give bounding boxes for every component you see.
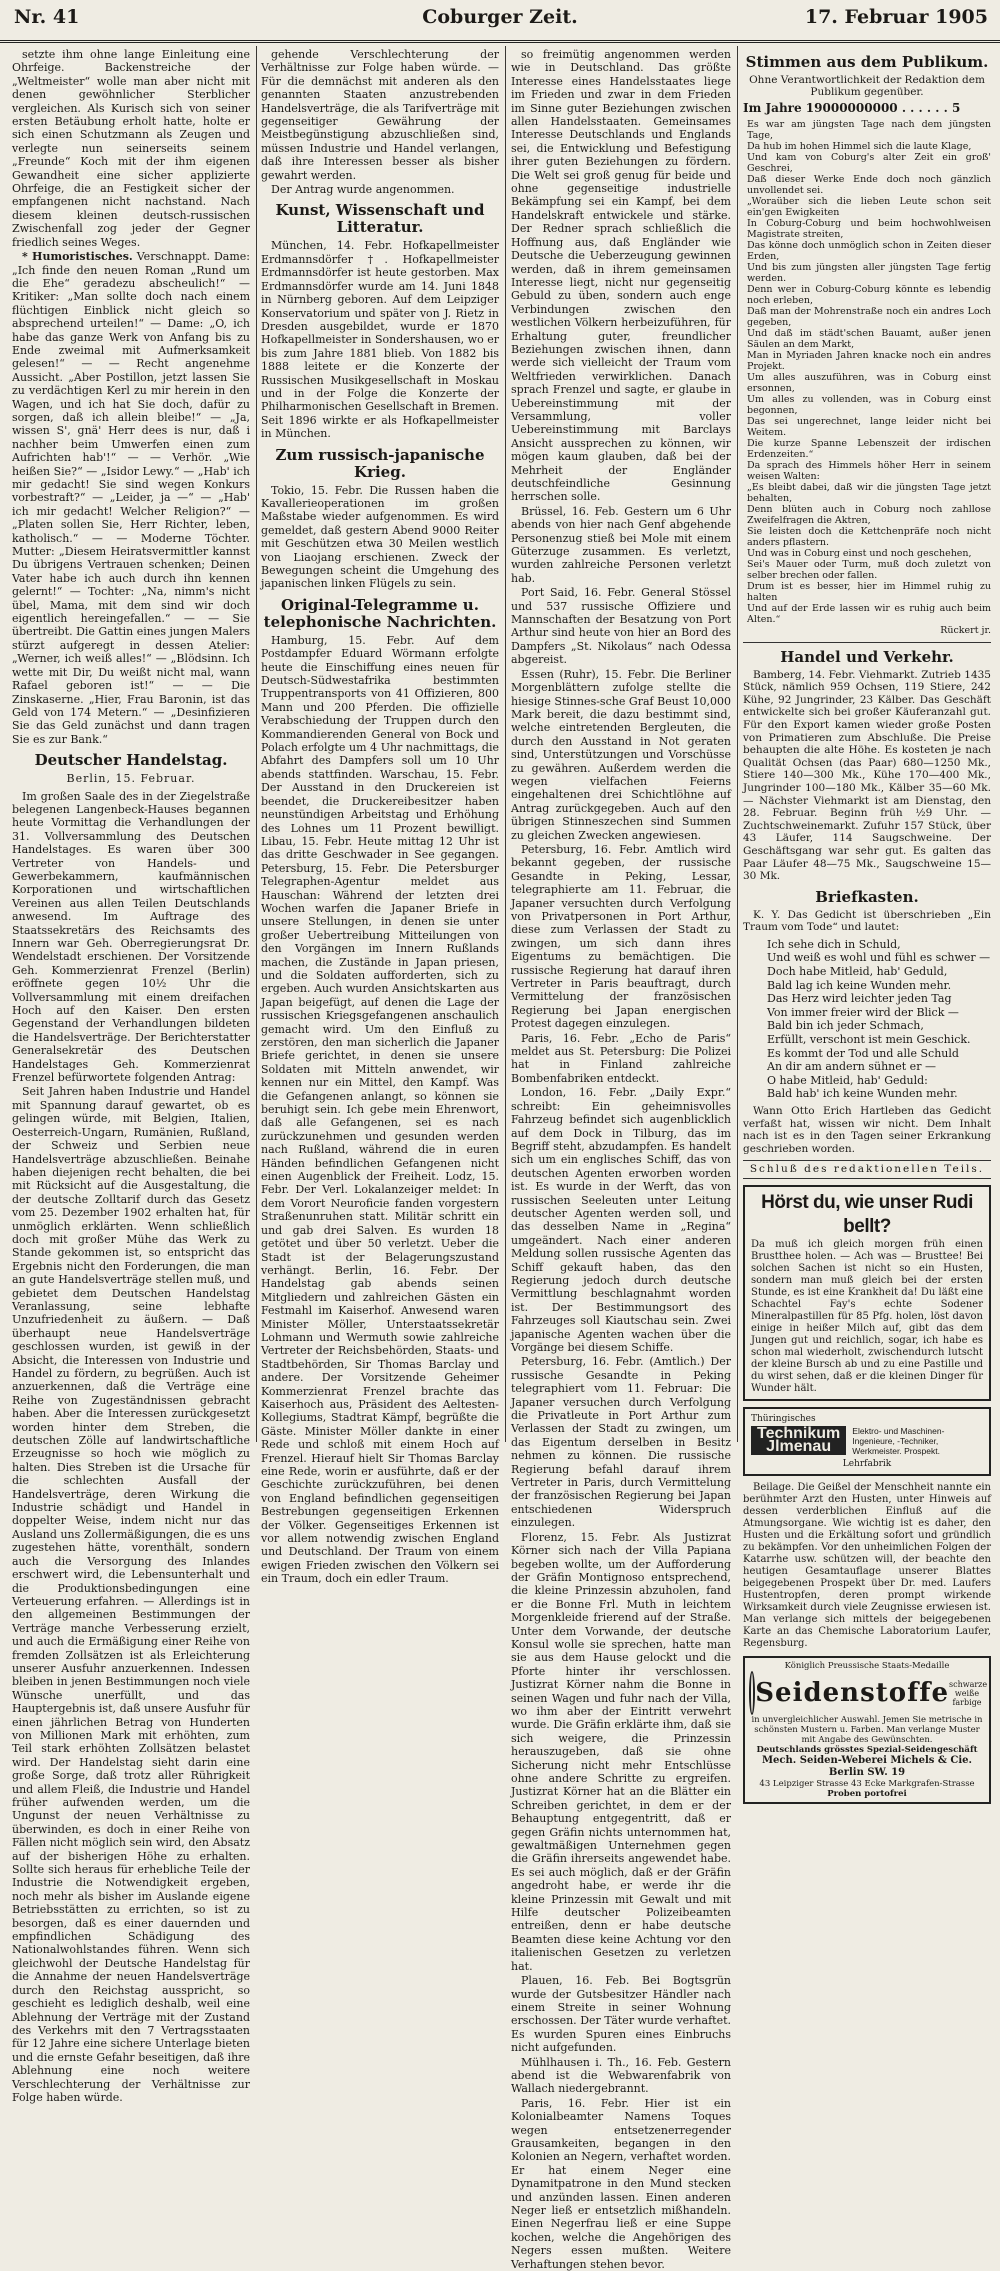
- article-text: Bamberg, 14. Febr. Viehmarkt. Zutrieb 1435 Stück, nämlich 959 Ochsen, 119 Stiere, 242 Kühe, 92 Jungrinder, 23 Kälber. Das Geschäft entwickelte sich bei großer Käuferanzahl gut. Für den Export kamen wieder große Posten von Primatieren zum Abschluße. Die Preise behaupten die alte Höhe. Es kosteten je nach Qualität Ochsen (das Paar) 680—1250 Mk., Stiere 140—300 Mk., Kühe 170—400 Mk., Jungrinder 100—180 Mk., Kälber 35—60 Mk. — Nächster Viehmarkt ist am Dienstag, den 28. Februar. Beginn früh ½9 Uhr. — Zuchtschweinemarkt. Zufuhr 157 Stück, über 43 Läufer, 114 Saugschweine. Der Geschäftsgang war sehr gut. Es galten das Paar Läufer 48—75 Mk., Saugschweine 15—30 Mk.: [743, 668, 991, 883]
- news-item: Florenz, 15. Febr. Als Justizrat Körner sich nach der Villa Papiana begeben wollte, um der Aufforderung der Gräfin Montignoso entsprechend, die kleine Prinzessin abzuholen, fand er die Bonne Frl. Muth in leichtem Morgenkleide frierend auf der Straße. Unter dem Vorwande, der deutsche Konsul wolle sie sprechen, hatte man sie aus dem Hause gelockt und die Pforte hinter ihr verschlossen. Justizrat Körner nahm die Bonne in seinen Wagen und fuhr nach der Villa, wo ihm aber der Eintritt verwehrt wurde. Die Gräfin erklärte ihm, daß sie sich weigere, die Prinzessin herauszugeben, daß sie ohne Sicherung nicht mehr Entschlüsse ohne andere Schritte zu ergreifen. Justizrat Körner hat an die Blätter ein Schreiben gerichtet, in dem er der Behauptung entgegentritt, daß er gegen Gräfin nichts unternommen hat, gewaltmäßigen Unternehmen gegen die Gräfin ihrerseits angewendet habe. Es sei auch möglich, daß er der Gräfin angedroht habe, er werde ihr die kleine Prinzessin mit Gewalt und mit Hilfe deutscher Polizeibeamten entreißen, denn er habe deutsche Beamten diese keine Achtung vor den italienischen Gesetzen zu verletzen hat.: [511, 1530, 731, 1973]
- advertisement-beilage: Beilage. Die Geißel der Menschheit nannte ein berühmter Arzt den Husten, unter Hinweis auf dessen verderblichen Einfluß auf die Atmungsorgane. Wie wichtig ist es daher, den Husten und die Erkältung sofort und gründlich zu bekämpfen. Vor den unheimlichen Folgen der Katarrhe usw. schützen will, der beachte den heutigen Gesamtauflage unserer Blattes beigegebenen Prospekt über Dr. med. Laufers Hustentropfen, deren prompt wirkende Wirksamkeit durch viele Zeugnisse erwiesen ist. Man verlange sich mittels der beigegebenen Karte an das Chemische Laboratorium Laufer, Regensburg.: [743, 1482, 991, 1650]
- article-text: K. Y. Das Gedicht ist überschrieben „Ein Traum vom Tode“ und lautet:: [743, 908, 991, 934]
- news-item: Essen (Ruhr), 15. Febr. Die Berliner Morgenblättern zufolge stellte die hiesige Stinnes-sche Graf Beust 10,000 Mark bereit, die dazu bestimmt sind, welche eintretenden Bergleuten, die durch den Ausstand in Not geraten sind, Unterstützungen und Vorschüsse zu gewähren. Außerdem werden die wegen vielfachen Feierns eingehaltenen drei Schichtlöhne auf Antrag zurückgegeben. Auch auf den übrigen Stinneszechen sind Summen zu gleichen Zwecken angewiesen.: [511, 667, 731, 842]
- ad-footer: Proben portofrei: [827, 1789, 907, 1800]
- article-text: München, 14. Febr. Hofkapellmeister Erdmannsdörfer †. Hofkapellmeister Erdmannsdörfer ist heute gestorben. Max Erdmannsdörfer wurde am 14. Juni 1848 in Nürnberg geboren. Auf dem Leipziger Konservatorium und später von J. Rietz in Dresden ausgebildet, wurde er 1870 Hofkapellmeister in Sondershausen, wo er bis zum Jahre 1881 blieb. Von 1882 bis 1888 leitete er die Konzerte der Russischen Musikgesellschaft in Moskau und in der Folge die Konzerte der Philharmonischen Gesellschaft in Bremen. Seit 1896 wirkte er als Hofkapellmeister in München.: [261, 239, 499, 441]
- section-title: Stimmen aus dem Publikum.: [745, 53, 989, 71]
- poem-line: Sei's Mauer oder Turm, muß doch zuletzt von selber brechen oder fallen.: [747, 558, 991, 581]
- ad-firm: Mech. Seiden-Weberei Michels & Cie. Berlin SW. 19: [761, 1755, 973, 1779]
- poem-line: Ich sehe dich in Schuld,: [767, 937, 901, 951]
- column-rule: [505, 46, 506, 1442]
- newspaper-title: Coburger Zeit.: [422, 6, 578, 28]
- section-title: Handel und Verkehr.: [780, 647, 954, 666]
- poem-line: Und kam von Coburg's alter Zeit ein groß' Geschrei,: [747, 151, 991, 174]
- article-text: Tokio, 15. Febr. Die Russen haben die Kavallerieoperationen im großen Maßstabe wieder aufgenommen. Es wird gemeldet, daß gestern Abend 9000 Reiter mit Geschützen etwa 30 Meilen westlich von Liaojang erschienen. Zweck der Bewegungen scheint die Umgehung des japanischen linken Flügels zu sein.: [261, 483, 499, 591]
- poem-line: Es war am jüngsten Tage nach dem jüngsten Tage,: [747, 118, 991, 141]
- poem-line: Erfüllt, verschont ist mein Geschick.: [767, 1033, 971, 1047]
- issue-number: Nr. 41: [14, 6, 80, 28]
- poem-line: Und weiß es wohl und fühl es schwer —: [767, 951, 991, 965]
- ad-text: schwarze weiße farbige: [949, 1679, 988, 1707]
- advertisement-technikum: [743, 1407, 991, 1476]
- section-title: * Humoristisches.: [22, 250, 133, 264]
- poem-line: Bald bin ich jeder Schmach,: [767, 1019, 924, 1033]
- article-text: Hamburg, 15. Febr. Auf dem Postdampfer Eduard Wörmann erfolgte heute die Einschiffung eines neuen für Deutsch-Südwestafrika bestimmten Truppentransports von 41 Offizieren, 800 Mann und 200 Pferden. Die offizielle Verabschiedung der Truppen durch den Kommandierenden General von Bock und Polach erfolgte um 4 Uhr nachmittags, die Abfahrt des Dampfers soll um 10 Uhr abends stattfinden. Warschau, 15. Febr. Der Ausstand in den Druckereien ist beendet, die Druckereibesitzer haben neunstündigen Arbeitstag und Erhöhung des Lohnes um 11 Prozent bewilligt. Libau, 15. Febr. Heute mittag 12 Uhr ist das dritte Geschwader in See gegangen. Petersburg, 15. Febr. Die Petersburger Telegraphen-Agentur meldet aus Hauschan: Während der letzten drei Wochen warfen die Japaner Briefe in unsere Stellungen, in denen sie unter großer Uebertreibung Mitteilungen von den Vorgängen im Innern Rußlands machen, die Zustände in Japan priesen, und die Soldaten aufforderten, sich zu ergeben. Auch wurden Ansichtskarten aus Japan beigefügt, auf denen die Lage der russischen Kriegsgefangenen anschaulich gemacht wird. Um den Einfluß zu zerstören, den man sicherlich die Japaner Briefe gerichtet, in denen sie unsere Soldaten mit Mitteln anwendet, wir kennen nur ein Mittel, den Kampf. Was die Gefangenen anlangt, so können sie beruhigt sein. Ich gebe mein Ehrenwort, daß alle Gefangenen, sei es nach zurückzunehmen und gesunden werden nach Rußland, während die in euren Händen befindlichen Gefangenen nicht einen Augenblick der Freiheit. Lodz, 15. Febr. Der Verl. Lokalanzeiger meldet: In dem Vorort Neuroficie fanden vorgestern Straßenunruhen statt. Militär schritt ein und gab drei Salven. Es wurden 18 getötet und über 50 verletzt. Ueber die Stadt ist der Belagerungszustand verhängt. Berlin, 16. Febr. Der Handelstag gab abends seinen Mitgliedern und zahlreichen Gästen ein Festmahl im Kaiserhof. Anwesend waren Minister Möller, Unterstaatssekretär Lohmann und Wermuth sowie zahlreiche Vertreter der Reichsbehörden, Staats- und Stadtbehörden, Sir Thomas Barclay und andere. Der Vorsitzende Geheimer Kommerzienrat Frenzel brachte das Kaiserhoch aus, Präsident des Aeltesten-Kollegiums, Stadtrat Kämpf, begrüßte die Gäste. Minister Möller dankte in einer Rede und schloß mit einem Hoch auf Frenzel. Hierauf hielt Sir Thomas Barclay eine Rede, worin er ausführte, daß er der Geschichte zurückzuführen, bei denen von England befindlichen gegenseitigen Bestrebungen gegenseitigen Erkennen der Völker. Gegenseitiges Erkennen ist vor allem notwendig zwischen England und Deutschland. Der Traum von einem ewigen Frieden zwischen den Völkern sei ein Traum, doch ein edler Traum.: [261, 633, 499, 1586]
- poem-line: Bald hab' ich keine Wunden mehr.: [767, 1087, 958, 1101]
- poem-line: Doch habe Mitleid, hab' Geduld,: [767, 965, 948, 979]
- poem: [747, 119, 991, 636]
- poem-line: Da hub im hohen Himmel sich die laute Klage,: [747, 140, 972, 152]
- section-title: Deutscher Handelstag.: [34, 751, 228, 770]
- ad-header: Thüringisches: [751, 1413, 816, 1424]
- poem-line: An dir am andern sühnet er —: [767, 1060, 936, 1074]
- poem-line: Man in Myriaden Jahren knacke noch ein andres Projekt.: [747, 349, 991, 372]
- advertisement-rudi: [743, 1185, 991, 1401]
- poem-line: Denn wer in Coburg-Coburg könnte es lebendig noch erleben,: [747, 283, 991, 306]
- humor-section: [12, 250, 250, 746]
- ad-text: in unvergleichlicher Auswahl. Jemen Sie metrische in schönsten Mustern u. Farben. Man verlange Muster mit Angabe des Gewünschten.: [751, 1715, 983, 1746]
- ad-header: Königlich Preussische Staats-Medaille: [784, 1661, 950, 1672]
- poem-line: Und auf der Erde lassen wir es ruhig auch beim Alten.“: [747, 602, 991, 625]
- column-rule: [256, 46, 257, 1442]
- poem: [767, 938, 991, 1101]
- article-text: Seit Jahren haben Industrie und Handel mit Spannung darauf gewartet, ob es gelingen würde, mit Belgien, Italien, Oesterreich-Ungarn, Rumänien, Rußland, der Schweiz und Serbien neue Handelsverträge abzuschließen. Beinahe haben diejenigen recht behalten, die bei mit Rücksicht auf die Ausgestaltung, die der deutsche Zolltarif durch das Gesetz vom 25. Dezember 1902 erhalten hat, für unmöglich erklärten. Wenn schließlich doch mit großer Mühe das Werk zu Stande gekommen ist, so entspricht das Ergebnis nicht den Forderungen, die man an gute Handelsverträge stellen muß, und gebietet dem Deutschen Handelstag Veranlassung, seine lebhafte Unzufriedenheit zu äußern. — Daß überhaupt neue Handelsverträge geschlossen wurden, ist gewiß in der Absicht, die Interessen von Industrie und Handel zu fördern, zu begrüßen. Auch ist anzuerkennen, daß die Verträge eine Reihe von Zugeständnissen gebracht haben. Aber die Interessen zurückgesetzt worden hinter dem Streben, die deutschen Zölle auf landwirtschaftliche Erzeugnisse so hoch wie möglich zu halten. Dies Streben ist die Ursache für die schlechten Ausfall der Handelsverträge, deren Wirkung die Industrie schädigt und Handel in doppelter Weise, indem nicht nur das Ausland uns Zollermäßigungen, die es uns zugestehen hätte, vorenthält, sondern auch die Versorgung des Inlandes erschwert wird, die Lebensunterhalt und die Produktionsbedingungen eine Verteuerung erfahren. — Allerdings ist in den allgemeinen Bestimmungen der Verträge manche Verbesserung erzielt, und auch die Ermäßigung einer Reihe von fremden Zollsätzen ist als Erleichterung unserer Ausfuhr anzuerkennen. Indessen bleiben in jenen Bestimmungen noch viele Wünsche unerfüllt, und das Hauptergebnis ist, daß unsere Ausfuhr für einen jährlichen Betrag von Hunderten von Millionen Mark mit erhöhten, zum Teil stark erhöhten Zollsätzen belastet wird. Der Handelstag sieht darin eine große Sorge, daß trotz aller Rührigkeit und allem Fleiß, die Industrie und Handel früher aufwenden werden, um die Ungunst der neuen Verhältnisse zu überwinden, es doch in einer Reihe von Fällen nicht möglich sein wird, den Absatz auf der bisherigen Höhe zu erhalten. Sollte sich heraus für erhebliche Teile der Industrie die Notwendigkeit ergeben, noch mehr als bisher im Auslande eigene Betriebsstätten zu errichten, so ist zu besorgen, daß es einer dauernden und empfindlichen Schädigung des Nationalwohlstandes führen. Wenn sich gleichwohl der Deutsche Handelstag für die Annahme der neuen Handelsverträge durch den Reichstag ausspricht, so geschieht es lediglich deshalb, weil eine Ablehnung der Verträge mit der Zustand des Verkehrs mit den 7 Vertragsstaaten für 12 Jahre eine sichere Unterlage bieten und die ernste Gefahr beseitigen, daß ihre Ablehnung eine noch weitere Verschlechterung der Verhältnisse zur Folge haben würde.: [12, 1085, 250, 2104]
- poem-line: Das sei ungerechnet, lange leider nicht bei Weitem.: [747, 415, 991, 438]
- poem-line: Daß dieser Werke Ende doch noch gänzlich unvollendet sei.: [747, 173, 991, 196]
- section-title: Zum russisch-japanische Krieg.: [275, 445, 485, 481]
- ad-footer: Lehrfabrik: [842, 1458, 892, 1469]
- poem-line: Von immer freier wird der Blick —: [767, 1005, 959, 1019]
- poem-line: „Es bleibt dabei, daß wir die jüngsten Tage jetzt behalten,: [747, 481, 991, 504]
- ad-text: Elektro- und Maschinen-Ingenieure, -Techniker, Werkmeister. Prospekt.: [852, 1425, 945, 1456]
- article-text: Im großen Saale des in der Ziegelstraße belegenen Langenbeck-Hauses begannen heute Vormittag die Verhandlungen der 31. Vollversammlung des Deutschen Handelstages. Es waren über 300 Vertreter von Handels- und Gewerbekammern, kaufmännischen Korporationen und wirtschaftlichen Vereinen aus allen Teilen Deutschlands anwesend. Im Auftrage des Staatssekretärs des Reichsamts des Innern war Geh. Oberregierungsrat Dr. Wendelstadt erschienen. Der Vorsitzende Geh. Kommerzienrat Frenzel (Berlin) eröffnete gegen 10½ Uhr die Vollversammlung mit einem dreifachen Hoch auf den Kaiser. Den ersten Gegenstand der Verhandlungen bildeten die Handelsverträge. Der Berichterstatter Generalsekretär des Deutschen Handelstages Geh. Kommerzienrat Frenzel befürwortete folgenden Antrag:: [12, 789, 250, 1085]
- poem-line: Bald lag ich keine Wunden mehr.: [767, 978, 952, 992]
- poem-line: In Coburg-Coburg und beim hochwohlweisen Magistrate streiten,: [747, 217, 991, 240]
- news-item: Paris, 16. Febr. Hier ist ein Kolonialbeamter Namens Toques wegen entsetzenerregender Grausamkeiten, begangen in den Kolonien an Negern, verhaftet worden. Er hat einem Neger eine Dynamitpatrone in den Mund stecken und anzünden lassen. Einen anderen Neger ließ er entsetzlich mißhandeln. Einen Negerfrau ließ er eine Suppe kochen, welche die Angehörigen des Negers essen mußten. Weitere Verhaftungen stehen bevor.: [511, 2096, 731, 2271]
- section-title: Briefkasten.: [815, 887, 919, 906]
- poem-author: Rückert jr.: [940, 624, 991, 636]
- column-4: [743, 48, 991, 1800]
- masthead: [0, 0, 1000, 43]
- poem-line: „Woraüber sich die lieben Leute schon seit ein'gen Ewigkeiten: [747, 195, 991, 218]
- ad-title: Technikum Jlmenau: [751, 1426, 846, 1455]
- poem-line: Und bis zum jüngsten aller jüngsten Tage fertig werden.: [747, 261, 991, 284]
- poem-line: Um alles zu vollenden, was in Coburg einst begonnen,: [747, 393, 991, 416]
- news-item: Brüssel, 16. Feb. Gestern um 6 Uhr abends von hier nach Genf abgehende Personenzug stieß bei Mole mit einem Güterzuge zusammen. Es verletzt, wurden zahlreiche Personen verletzt hab.: [511, 504, 731, 585]
- poem-line: Denn blüten auch in Coburg noch zahllose Zweifelfragen die Aktren,: [747, 503, 991, 526]
- news-item: Mühlhausen i. Th., 16. Feb. Gestern abend ist die Webwarenfabrik von Wallach niedergebrannt.: [511, 2055, 731, 2096]
- poem-line: Das könne doch unmöglich schon in Zeiten dieser Erden,: [747, 239, 991, 262]
- article-text: Der Antrag wurde angenommen.: [271, 183, 455, 197]
- poem-line: Drum ist es besser, hier im Himmel ruhig zu halten: [747, 580, 991, 603]
- poem-line: Die kurze Spanne Lebenszeit der irdischen Erdenzeiten.“: [747, 437, 991, 460]
- ad-address: 43 Leipziger Strasse 43 Ecke Markgrafen-Strasse: [759, 1779, 975, 1790]
- ad-row: [751, 1426, 983, 1456]
- article-text: gehende Verschlechterung der Verhältnisse zur Folge haben würde. — Für die demnächst mit anderen als den genannten Staaten anzustrebenden Handelsverträge, die als Tarifverträge mit gegenseitiger Gewährung der Meistbegünstigung abzuschließen sind, müssen Industrie und Handel verlangen, daß ihre Interessen besser als bisher gewahrt werden.: [261, 48, 499, 182]
- section-title: Kunst, Wissenschaft und Litteratur.: [275, 201, 485, 237]
- ad-title: Seidenstoffe: [755, 1678, 949, 1709]
- column-3: [511, 48, 731, 2271]
- section-title: Original-Telegramme u. telephonische Nachrichten.: [263, 595, 497, 631]
- ad-headline: Hörst du, wie unser Rudi bellt?: [761, 1191, 973, 1237]
- poem-line: Daß man der Mohrenstraße noch ein andres Loch gegeben,: [747, 305, 991, 328]
- dateline: Berlin, 15. Februar.: [66, 772, 196, 786]
- news-item: Petersburg, 16. Febr. Amtlich wird bekannt gegeben, der russische Gesandte in Peking, Lessar, telegraphierte am 11. Februar, die Japaner versuchten durch Verfolgung von Privatpersonen in Port Arthur, diese zum Verlassen der Stadt zu zwingen, um sich dann ihres Eigentums zu bemächtigen. Die russische Regierung hat darauf ihren Vertreter in Paris beauftragt, durch Vermittelung der französischen Regierung bei Japan energischen Protest dagegen einzulegen.: [511, 842, 731, 1031]
- divider: [743, 642, 991, 643]
- article-text: Wann Otto Erich Hartleben das Gedicht verfaßt hat, wissen wir nicht. Dem Inhalt nach ist es in den Tagen seiner Erkrankung geschrieben worden.: [743, 1105, 991, 1155]
- poem-line: Sie leisten doch die Kettchenpräfe noch nicht anders pflastern.: [747, 525, 991, 548]
- issue-date: 17. Februar 1905: [804, 6, 988, 28]
- poem-line: Um alles auszuführen, was in Coburg einst ersonnen,: [747, 371, 991, 394]
- poem-line: Da sprach des Himmels höher Herr in seinem weisen Walten:: [747, 459, 991, 482]
- ad-row: [749, 1671, 988, 1715]
- column-2: [261, 48, 499, 1586]
- column-rule: [737, 46, 738, 1442]
- advertisement-seidenstoffe: [743, 1656, 991, 1804]
- news-item: Petersburg, 16. Febr. (Amtlich.) Der russische Gesandte in Peking telegraphiert vom 11. Februar: Die Japaner versuchen durch Verfolgung die Privatleute in Port Arthur zum Verlassen der Stadt zu zwingen, um das Eigentum derselben in Besitz nehmen zu können. Die russische Regierung befahl darauf ihrem Vertreter in Paris, durch Vermittelung der französischen Regierung bei Japan entschiedenen Widerspruch einzulegen.: [511, 1355, 731, 1530]
- column-1: [12, 48, 250, 2104]
- ad-text: Deutschlands grösstes Spezial-Seidengeschäft: [756, 1745, 978, 1756]
- ad-text: Da muß ich gleich morgen früh einen Brustthee holen. — Ach was — Brusttee! Bei solchen Sachen ist nicht so ein Husten, sondern man muß gleich bei der ersten Stunde, es ist eine Krankheit da! Du läßt eine Schachtel Fay's echte Sodener Mineralpastillen für 85 Pfg. holen, löst davon einige in heißer Milch auf, gibt das dem Jungen gut und reichlich, sogar, ich habe es schon mal wiederholt, zwischendurch lutscht der kleine Bursch ab und zu eine Pastille und du wirst sehen, daß er die kleinen Dinger für Wunder hält.: [751, 1238, 984, 1394]
- poem-line: Es kommt der Tod und alle Schuld: [767, 1046, 959, 1060]
- poem-title: Im Jahre 19000000000 . . . . . . 5: [743, 101, 961, 115]
- news-item: London, 16. Febr. „Daily Expr.“ schreibt: Ein geheimnisvolles Fahrzeug befindet sich augenblicklich auf dem Dock in Tilburg, das im Begriff steht, abzudampfen. Es handelt sich um ein englisches Schiff, das von deutschen Agenten erworben worden ist. Es wurde in der Werft, das von russischen Seeleuten unter Leitung deutscher Agenten werden soll, und das desselben Name in „Regina“ umgeändert. Nach einer anderen Meldung sollen russische Agenten das Schiff gekauft haben, das den Regierung jedoch durch deutsche Vermittlung beschlagnahmt worden ist. Der Bestimmungsort des Fahrzeuges soll Kiautschau sein. Zwei japanische Agenten wachen über die Vorgänge bei diesem Schiffe.: [511, 1086, 731, 1354]
- article-text: Verschnappt. Dame: „Ich finde den neuen Roman „Rund um die Ehe“ geradezu abscheulich!“ — Kritiker: „Man sollte doch nach einem flüchtigen Einblick nicht gleich so absprechend urteilen!“ — Dame: „O, ich habe das ganze Werk von Anfang bis zu Ende zweimal mit Aufmerksamkeit gelesen!“ — — Recht angenehme Aussicht. „Aber Postillon, jetzt lassen Sie zu verdächtigen Kerl zu mir herein in den Wagen, und ich hat Sie doch, dafür zu sorgen, daß ich allein bleibe!“ — „Ja, wissen S', gnä' Herr dees is nur, daß i nachher beim Umwerfen einen zum Aufrichten hab'!“ — — Verhör. „Wie heißen Sie?“ — „Isidor Lewy.“ — „Hab' ich mir gedacht! Sie sind wegen Konkurs vorbestraft?“ — „Leider, ja —“ — „Hab' ich mir gedacht! Welcher Religion?“ — „Platen sollen Sie, Herr Richter, leben, katholisch.“ — — Moderne Töchter. Mutter: „Diesem Heiratsvermittler kannst Du übrigens Vertrauen schenken; Deinen Vater habe ich auch durch ihn kennen gelernt!“ — Tochter: „Na, nimm's nicht übel, Mama, mit dem sind wir doch eigentlich hereingefallen.“ — — Sie übertreibt. Die Gattin eines jungen Malers stürzt aufgeregt in dessen Atelier: „Werner, ich weiß alles!“ — „Blödsinn. Ich wette mit Dir, Du weißt nicht mal, wann Rafael geboren ist!“ — — Die Zinskaserne. „Hier, Frau Baronin, ist das Geld von 174 Metern.“ — „Desinfizieren Sie das Geld zunächst und dann tragen Sie es zur Bank.“: [12, 250, 250, 746]
- poem-line: Und daß im städt'schen Bauamt, außer jenen Säulen an dem Markt,: [747, 327, 991, 350]
- poem-line: Das Herz wird leichter jeden Tag: [767, 992, 952, 1006]
- poem-line: O habe Mitleid, hab' Geduld:: [767, 1073, 928, 1087]
- section-subtitle: Ohne Verantwortlichkeit der Redaktion dem Publikum gegenüber.: [749, 74, 985, 98]
- article-text: setzte ihm ohne lange Einleitung eine Ohrfeige. Backenstreiche der „Weltmeister“ wolle man aber nicht mit denen gewöhnlicher Sterblicher vergleichen. Als Kurisch sich von seiner ersten Betäubung erholt hatte, holte er sich einen Schutzmann als Zeugen und verlegte nun seinerseits seinem „Freunde“ Koch mit der ihm eigenen Gewandheit eine sicher applizierte Ohrfeige, die an Festigkeit sicher der empfangenen nicht nachstand. Nach diesem kleinen deutsch-russischen Zwischenfall zog jeder der Gegner friedlich seines Weges.: [12, 48, 250, 249]
- news-item: Paris, 16. Febr. „Echo de Paris“ meldet aus St. Petersburg: Die Polizei hat in Finland zahlreiche Bombenfabriken entdeckt.: [511, 1031, 731, 1085]
- editorial-end-note: Schluß des redaktionellen Teils.: [743, 1160, 991, 1179]
- news-item: Plauen, 16. Feb. Bei Bogtsgrün wurde der Gutsbesitzer Händler nach einem Streite in seiner Wohnung erschossen. Der Täter wurde verhaftet. Es wurden Spuren eines Einbruchs nicht aufgefunden.: [511, 1974, 731, 2055]
- article-text: so freimütig angenommen werden wie in Deutschland. Das größte Interesse eines Handelsstaates liege im Frieden und zwar in dem Frieden im Sinne guter Beziehungen zwischen allen Handelsstaaten. Gemeinsames Interesse Deutschlands und Englands sei, die Entwicklung und Befestigung ihrer guten Beziehungen zu fördern. Die Welt sei groß genug für beide und ohne gegenseitige industrielle Bekämpfung sei ein Kampf, bei dem Handelskraft entwickele und stärke. Der Redner sprach schließlich die Hoffnung aus, daß Engländer wie Deutsche die Ueberzeugung gewinnen werden, daß in ihrem gemeinsamen Interesse liegt, nicht nur gegenseitig Gebuld zu üben, sondern auch enge Verbindungen zwischen den westlichen Völkern herbeizuführen, für Erhaltung guter, freundlicher Beziehungen zwischen ihnen, dann werde sich vielleicht der Traum vom Weltfrieden verwirklichen. Danach sprach Frenzel und sagte, er glaube in Uebereinstimmung mit der Versammlung, voller Uebereinstimmung mit Barclays Ansicht aussprechen zu können, wir mögen kaum glauben, daß bei der Mehrheit der Engländer deutschfeindliche Gesinnung herrschen solle.: [511, 48, 731, 504]
- news-item: Port Said, 16. Febr. General Stössel und 537 russische Offiziere und Mannschaften der Besatzung von Port Arthur sind heute von hier an Bord des Dampfers „St. Nikolaus“ nach Odessa abgereist.: [511, 586, 731, 667]
- poem-line: Und was in Coburg einst und noch geschehen,: [747, 547, 972, 559]
